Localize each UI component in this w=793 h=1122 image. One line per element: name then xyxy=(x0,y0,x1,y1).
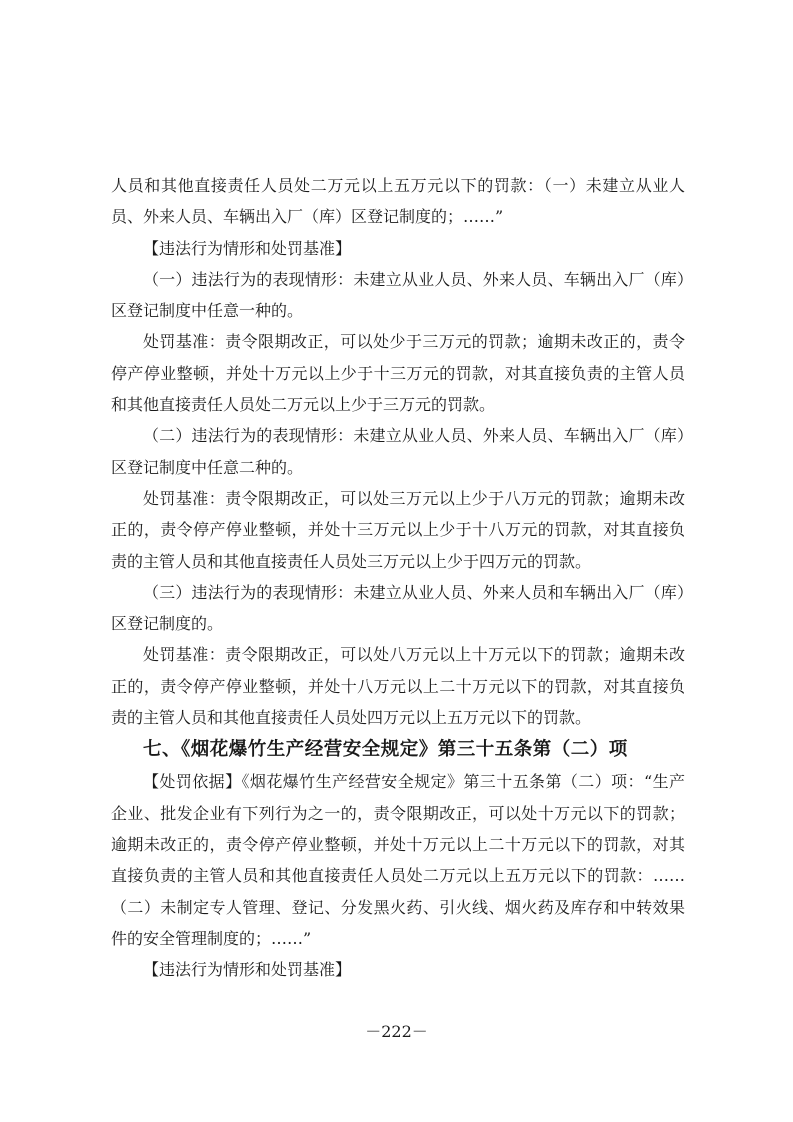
paragraph: 【处罚依据】《烟花爆竹生产经营安全规定》第三十五条第（二）项：“生产企业、批发企业有下列行为之一的，责令限期改正，可以处十万元以下的罚款；逾期未改正的，责令停产停业整顿，并处十万元以上二十万元以下的罚款，对其直接负责的主管人员和其他直接责任人员处二万元以上五万元以下的罚款：……（二）未制定专人管理、登记、分发黑火药、引火线、烟火药及库存和中转效果件的安全管理制度的；……” xyxy=(111,772,685,948)
paragraph: 【违法行为情形和处罚基准】 xyxy=(143,960,352,980)
page-number: －222－ xyxy=(365,1022,428,1041)
paragraph-group-1 xyxy=(111,170,685,733)
paragraph-group-2 xyxy=(111,766,685,985)
paragraph: 处罚基准：责令限期改正，可以处三万元以上少于八万元的罚款；逾期未改正的，责令停产停业整顿，并处十三万元以上少于十八万元的罚款，对其直接负责的主管人员和其他直接责任人员处三万元以上少于四万元的罚款。 xyxy=(111,488,685,571)
paragraph: 【违法行为情形和处罚基准】 xyxy=(143,238,352,258)
paragraph: 处罚基准：责令限期改正，可以处八万元以上十万元以下的罚款；逾期未改正的，责令停产停业整顿，并处十八万元以上二十万元以下的罚款，对其直接负责的主管人员和其他直接责任人员处四万元以上五万元以下的罚款。 xyxy=(111,645,685,728)
paragraph: 人员和其他直接责任人员处二万元以上五万元以下的罚款：（一）未建立从业人员、外来人员、车辆出入厂（库）区登记制度的；……” xyxy=(111,176,685,227)
paragraph: 处罚基准：责令限期改正，可以处少于三万元的罚款；逾期未改正的，责令停产停业整顿，并处十万元以上少于十三万元的罚款，对其直接负责的主管人员和其他直接责任人员处二万元以上少于三万元的罚款。 xyxy=(111,332,685,415)
paragraph: （三）违法行为的表现情形：未建立从业人员、外来人员和车辆出入厂（库）区登记制度的。 xyxy=(111,582,685,634)
page-body xyxy=(111,170,685,985)
paragraph: （一）违法行为的表现情形：未建立从业人员、外来人员、车辆出入厂（库）区登记制度中任意一种的。 xyxy=(111,269,685,321)
paragraph: （二）违法行为的表现情形：未建立从业人员、外来人员、车辆出入厂（库）区登记制度中任意二种的。 xyxy=(111,426,685,477)
section-heading: 七、《烟花爆竹生产经营安全规定》第三十五条第（二）项 xyxy=(143,739,628,761)
